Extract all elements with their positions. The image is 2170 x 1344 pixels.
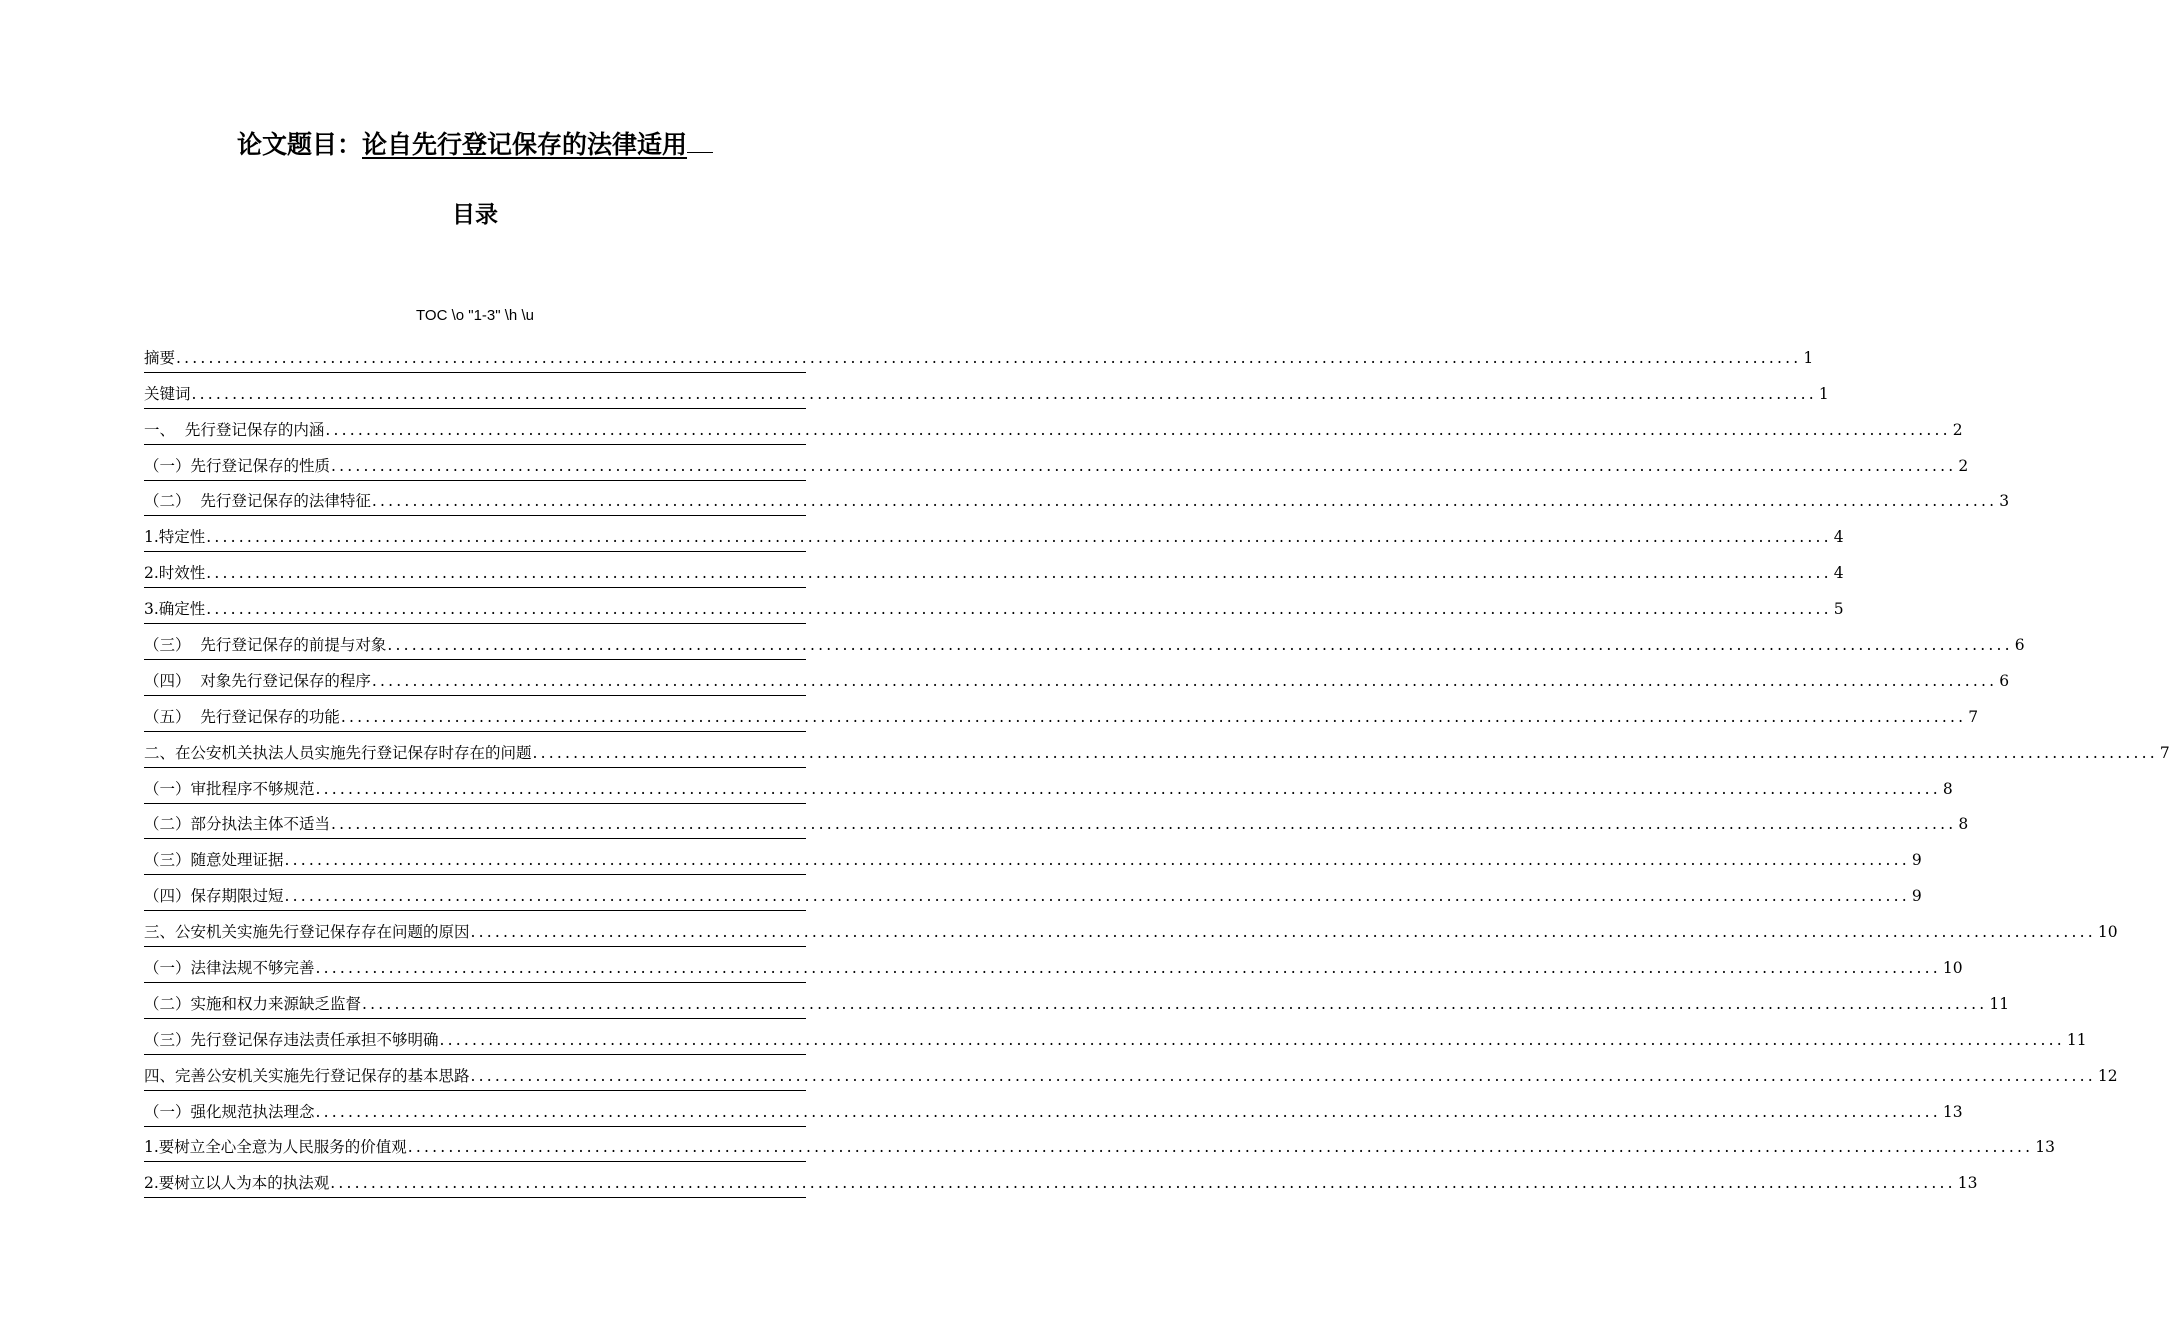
toc-entry-text: （二）实施和权力来源缺乏监督 (144, 994, 362, 1013)
toc-page-number: 10 (1942, 959, 1963, 978)
toc-entry-text: （四）保存期限过短 (144, 887, 284, 906)
toc-field-code: TOC \o "1-3" \h \u (416, 307, 534, 324)
toc-heading: 目录 (452, 202, 498, 228)
toc-entry[interactable] (144, 875, 1922, 911)
title-prefix: 论文题目： (236, 130, 362, 159)
toc-entry-text: 1.要树立全心全意为人民服务的价值观 (144, 1138, 407, 1157)
toc-dot-leader: ........................................................................................................................................................................................................ (284, 851, 1910, 870)
toc-entry[interactable] (144, 1162, 1978, 1198)
toc-dot-leader: ........................................................................................................................................................................................................ (206, 564, 1832, 583)
toc-dot-leader: ........................................................................................................................................................................................................ (284, 887, 1910, 906)
toc-entry-text: 二、在公安机关执法人员实施先行登记保存时存在的问题 (144, 743, 532, 762)
toc-page-number: 8 (1958, 815, 1969, 834)
toc-page-number: 5 (1833, 600, 1844, 619)
toc-page-number: 12 (2097, 1066, 2118, 1085)
toc-entry-text: 一、 先行登记保存的内涵 (144, 420, 325, 439)
toc-page-number: 1 (1818, 384, 1829, 403)
toc-page-number: 4 (1833, 564, 1844, 583)
toc-dot-leader: ........................................................................................................................................................................................................ (330, 1174, 1956, 1193)
toc-page-number: 13 (1957, 1174, 1978, 1193)
title-value: 论自先行登记保存的法律适用 (362, 130, 688, 159)
toc-entry[interactable] (144, 624, 2025, 660)
toc-page-number: 13 (1942, 1102, 1963, 1121)
toc-entry-text: （一）法律法规不够完善 (144, 959, 315, 978)
toc-entry-text: 摘要 (144, 348, 176, 367)
toc-entry[interactable] (144, 1091, 1963, 1127)
toc-entry[interactable] (144, 839, 1922, 875)
toc-dot-leader: ........................................................................................................................................................................................................ (325, 420, 1951, 439)
table-of-contents (144, 337, 2170, 1198)
toc-dot-leader: ........................................................................................................................................................................................................ (470, 1066, 2096, 1085)
toc-entry-text: （一）强化规范执法理念 (144, 1102, 315, 1121)
toc-page-number: 1 (1803, 348, 1814, 367)
toc-entry[interactable] (144, 373, 1829, 409)
title-underline-trail (687, 126, 713, 153)
toc-dot-leader: ........................................................................................................................................................................................................ (439, 1030, 2065, 1049)
toc-entry[interactable] (144, 983, 2010, 1019)
toc-entry[interactable] (144, 588, 1844, 624)
toc-entry[interactable] (144, 804, 1969, 840)
toc-entry-text: （三） 先行登记保存的前提与对象 (144, 636, 387, 655)
toc-entry[interactable] (144, 445, 1969, 481)
toc-entry-text: （一）先行登记保存的性质 (144, 456, 331, 475)
toc-page-number: 11 (2066, 1030, 2087, 1049)
toc-page-number: 6 (2014, 636, 2025, 655)
toc-entry-text: （三）先行登记保存违法责任承担不够明确 (144, 1030, 439, 1049)
toc-entry-text: 1.特定性 (144, 528, 206, 547)
toc-entry-text: 四、完善公安机关实施先行登记保存的基本思路 (144, 1066, 470, 1085)
toc-dot-leader: ........................................................................................................................................................................................................ (206, 528, 1832, 547)
toc-dot-leader: ........................................................................................................................................................................................................ (315, 1102, 1941, 1121)
toc-page-number: 13 (2035, 1138, 2055, 1157)
toc-entry[interactable] (144, 337, 1814, 373)
toc-dot-leader: ........................................................................................................................................................................................................ (315, 959, 1941, 978)
toc-page-number: 8 (1942, 779, 1953, 798)
toc-entry-text: （一）审批程序不够规范 (144, 779, 315, 798)
toc-dot-leader: ........................................................................................................................................................................................................ (387, 636, 2013, 655)
toc-entry[interactable] (144, 660, 2010, 696)
toc-dot-leader: ........................................................................................................................................................................................................ (331, 815, 1957, 834)
toc-dot-leader: ........................................................................................................................................................................................................ (206, 600, 1832, 619)
toc-entry-text: （四） 对象先行登记保存的程序 (144, 671, 371, 690)
toc-page-number: 9 (1911, 851, 1922, 870)
toc-entry-text: 3.确定性 (144, 600, 206, 619)
toc-entry[interactable] (144, 732, 2170, 768)
toc-entry[interactable] (144, 409, 1963, 445)
toc-entry[interactable] (144, 481, 2010, 517)
toc-dot-leader: ........................................................................................................................................................................................................ (371, 492, 1998, 511)
toc-entry[interactable] (144, 696, 1979, 732)
toc-entry-text: （三）随意处理证据 (144, 851, 284, 870)
toc-page-number: 6 (1999, 671, 2010, 690)
toc-page-number: 7 (1968, 707, 1979, 726)
toc-entry[interactable] (144, 768, 1953, 804)
toc-dot-leader: ........................................................................................................................................................................................................ (176, 348, 1802, 367)
toc-dot-leader: ........................................................................................................................................................................................................ (470, 923, 2096, 942)
toc-entry-text: 关键词 (144, 384, 191, 403)
toc-dot-leader: ........................................................................................................................................................................................................ (315, 779, 1941, 798)
toc-page-number: 9 (1911, 887, 1922, 906)
toc-page-number: 3 (1999, 492, 2010, 511)
toc-entry[interactable] (144, 552, 1844, 588)
toc-entry-text: （二）部分执法主体不适当 (144, 815, 331, 834)
toc-page-number: 2 (1952, 420, 1963, 439)
toc-entry-text: （五） 先行登记保存的功能 (144, 707, 340, 726)
toc-page-number: 2 (1958, 456, 1969, 475)
toc-entry-text: 2.要树立以人为本的执法观 (144, 1174, 330, 1193)
toc-dot-leader: ........................................................................................................................................................................................................ (362, 994, 1988, 1013)
toc-page-number: 11 (1989, 994, 2010, 1013)
toc-dot-leader: ........................................................................................................................................................................................................ (407, 1138, 2034, 1157)
toc-dot-leader: ........................................................................................................................................................................................................ (331, 456, 1957, 475)
toc-dot-leader: ........................................................................................................................................................................................................ (532, 743, 2158, 762)
toc-entry-text: 2.时效性 (144, 564, 206, 583)
document-title (0, 126, 950, 163)
toc-entry[interactable] (144, 1019, 2087, 1055)
toc-page-number: 10 (2097, 923, 2118, 942)
toc-page-number: 4 (1833, 528, 1844, 547)
toc-entry-text: 三、公安机关实施先行登记保存存在问题的原因 (144, 923, 470, 942)
toc-entry[interactable] (144, 1055, 2118, 1091)
toc-dot-leader: ........................................................................................................................................................................................................ (191, 384, 1817, 403)
toc-dot-leader: ........................................................................................................................................................................................................ (340, 707, 1967, 726)
toc-entry[interactable] (144, 947, 1963, 983)
toc-entry-text: （二） 先行登记保存的法律特征 (144, 492, 371, 511)
toc-entry[interactable] (144, 516, 1844, 552)
toc-entry[interactable] (144, 1127, 2055, 1163)
toc-entry[interactable] (144, 911, 2118, 947)
toc-dot-leader: ........................................................................................................................................................................................................ (371, 671, 1998, 690)
toc-page-number: 7 (2159, 743, 2170, 762)
